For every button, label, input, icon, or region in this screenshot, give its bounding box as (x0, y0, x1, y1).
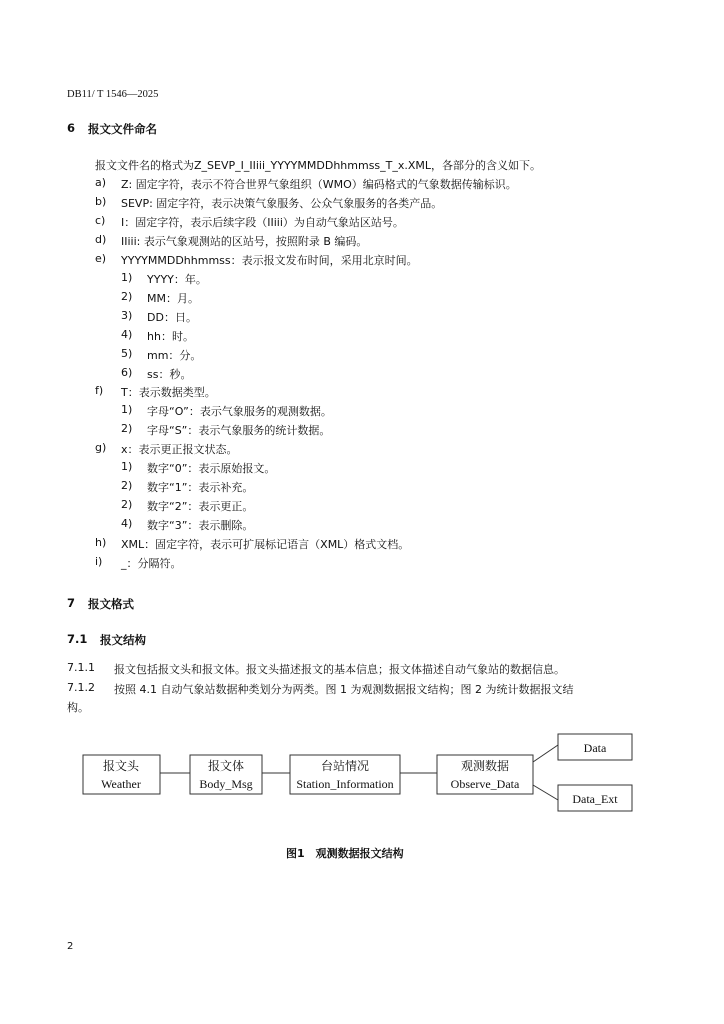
list-item-label: g) (95, 441, 107, 454)
list-item-label: 4) (121, 328, 133, 341)
list-item-text: I：固定字符，表示后续字段（IIiii）为自动气象站区站号。 (121, 216, 404, 229)
list-item-text: YYYY：年。 (147, 273, 207, 286)
list-item-text: ss：秒。 (147, 368, 192, 381)
list-item-label: 2) (121, 498, 133, 511)
list-item-label: a) (95, 176, 107, 189)
list-item-text: SEVP: 固定字符，表示决策气象服务、公众气象服务的各类产品。 (121, 197, 443, 210)
list-item-text: mm：分。 (147, 349, 202, 362)
list-item-text: 字母“S”：表示气象服务的统计数据。 (147, 424, 331, 437)
box-observe-cn: 观测数据 (460, 759, 510, 773)
list-item-text: T：表示数据类型。 (121, 386, 216, 399)
section-7-number: 7 (67, 596, 76, 610)
document-code: DB11/ T 1546—2025 (67, 89, 159, 100)
box-data-en: Data (583, 741, 607, 755)
list-item-label: h) (95, 536, 107, 549)
list-item-text: MM：月。 (147, 292, 199, 305)
box-data-ext-en: Data_Ext (572, 792, 618, 806)
list-item-label: f) (95, 384, 104, 397)
list-item-label: 1) (121, 403, 133, 416)
box-body-en: Body_Msg (199, 777, 253, 791)
list-item-text: 数字“1”：表示补充。 (147, 481, 254, 494)
list-item-text: DD：日。 (147, 311, 197, 324)
para-7-1-2-number: 7.1.2 (67, 681, 95, 694)
list-item-text: 字母“O”：表示气象服务的观测数据。 (147, 405, 332, 418)
para-7-1-2-line1: 按照 4.1 自动气象站数据种类划分为两类。图 1 为观测数据报文结构；图 2 为统计数据报文结 (114, 683, 574, 696)
para-7-1-2-line2: 构。 (67, 701, 89, 714)
connector-observe-dataext (533, 785, 558, 800)
section-7-title: 报文格式 (88, 597, 134, 611)
list-item-label: 1) (121, 460, 133, 473)
box-header-en: Weather (101, 777, 141, 791)
list-item-text: hh：时。 (147, 330, 194, 343)
list-item-text: x：表示更正报文状态。 (121, 443, 238, 456)
box-observe-en: Observe_Data (450, 777, 520, 791)
list-item-label: i) (95, 555, 103, 568)
list-item-label: c) (95, 214, 106, 227)
list-item-label: e) (95, 252, 107, 265)
list-item-label: d) (95, 233, 107, 246)
list-item-text: YYYYMMDDhhmmss：表示报文发布时间，采用北京时间。 (121, 254, 418, 267)
list-item-label: 4) (121, 517, 133, 530)
box-station-en: Station_Information (296, 777, 394, 791)
connector-observe-data (533, 745, 558, 762)
list-item-text: XML：固定字符，表示可扩展标记语言（XML）格式文档。 (121, 538, 410, 551)
section-6-intro: 报文文件名的格式为Z_SEVP_I_IIiii_YYYYMMDDhhmmss_T_x.XML，各部分的含义如下。 (95, 159, 542, 172)
list-item-text: Z: 固定字符，表示不符合世界气象组织（WMO）编码格式的气象数据传输标识。 (121, 178, 517, 191)
box-body-cn: 报文体 (207, 759, 245, 773)
section-6-title: 报文文件命名 (88, 122, 157, 136)
list-item-text: 数字“2”：表示更正。 (147, 500, 254, 513)
para-7-1-1-text: 报文包括报文头和报文体。报文头描述报文的基本信息；报文体描述自动气象站的数据信息。 (114, 663, 565, 676)
section-7-1-title: 报文结构 (100, 633, 146, 647)
list-item-label: 2) (121, 290, 133, 303)
section-7-1-number: 7.1 (67, 632, 88, 646)
list-item-label: 2) (121, 479, 133, 492)
list-item-text: 数字“3”：表示删除。 (147, 519, 254, 532)
para-7-1-1-number: 7.1.1 (67, 661, 95, 674)
box-station-cn: 台站情况 (320, 759, 370, 773)
list-item-label: 2) (121, 422, 133, 435)
list-item-text: 数字“0”：表示原始报文。 (147, 462, 276, 475)
list-item-label: 5) (121, 347, 133, 360)
list-item-label: 3) (121, 309, 133, 322)
list-item-text: _：分隔符。 (121, 557, 182, 570)
list-item-text: IIiii: 表示气象观测站的区站号，按照附录 B 编码。 (121, 235, 368, 248)
section-6-number: 6 (67, 121, 76, 135)
list-item-label: 1) (121, 271, 133, 284)
box-header-cn: 报文头 (102, 759, 140, 773)
figure-caption: 图1 观测数据报文结构 (286, 847, 404, 860)
list-item-label: 6) (121, 366, 133, 379)
page-number: 2 (67, 941, 74, 952)
list-item-label: b) (95, 195, 107, 208)
